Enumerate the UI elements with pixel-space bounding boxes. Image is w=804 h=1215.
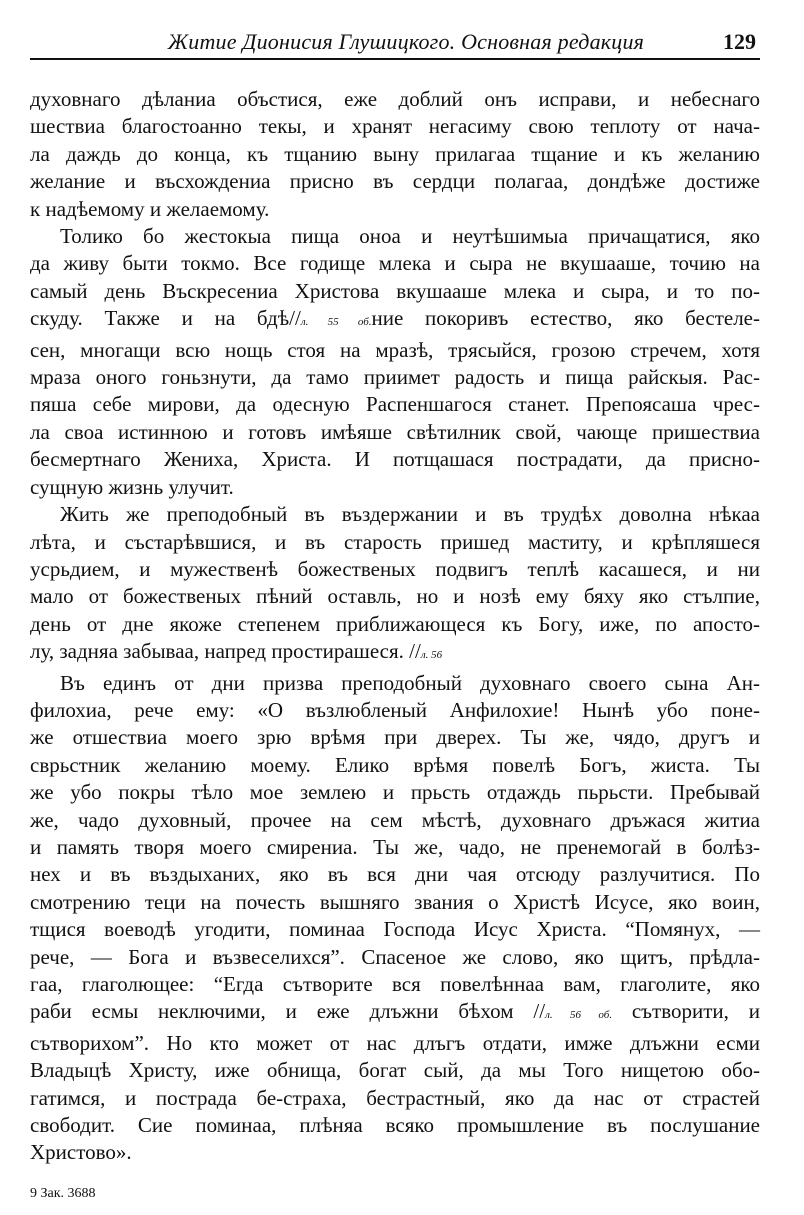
printer-signature: 9 Зак. 3688 <box>30 1186 96 1201</box>
text-line: раби есмы неключими, и еже длъжни бѣхом //л. 56 об. сътворити, и <box>30 999 760 1024</box>
paragraph <box>30 670 760 1167</box>
text-line: же отшествиа моего зрю врѣмя при дверех. Ты же, чядо, другъ и <box>30 725 760 750</box>
text-line: нех и въ въздыханих, яко въ вся дни чая отсюду разлучитися. По <box>30 862 760 887</box>
text-line: шествиа благостоанно текы, и хранят негасиму свою теплоту от нача- <box>30 114 760 139</box>
page-number: 129 <box>723 29 756 54</box>
text-line: скуду. Также и на бдѣ//л. 55 об.ние покоривъ естество, яко бестеле- <box>30 306 760 331</box>
text-line: духовнаго дѣланиа объстися, еже доблий онъ исправи, и небеснаго <box>30 87 760 111</box>
text-line: желание и въсхождениа присно въ сердци полагаа, дондѣже достиже <box>30 169 760 194</box>
text-line: ла даждь до конца, къ тщанию выну прилагаа тщание и къ желанию <box>30 141 760 166</box>
text-line: Въ единъ от дни призва преподобный духовнаго своего сына Ан- <box>60 670 760 695</box>
text-line: гатимся, и пострада бе-страха, бестрастный, яко да нас от страстей <box>30 1085 760 1110</box>
text-line: бесмертнаго Жениха, Христа. И потщашася пострадати, да присно- <box>30 447 760 472</box>
running-title: Житие Дионисия Глушицкого. Основная редакция <box>167 29 645 54</box>
main-text <box>30 86 760 1167</box>
paragraph <box>30 223 760 501</box>
text-line: мраза оного гоньзнути, да тамо приимет радость и пища райскыя. Рас- <box>30 365 760 390</box>
text-line: самый день Въскресениа Христова вкушааше млека и сыра, и то по- <box>30 278 760 303</box>
text-line: лу, задняа забываа, напред простирашеся. //л. 56 <box>30 639 443 664</box>
text-line: к надѣемому и желаемому. <box>30 196 270 221</box>
text-line: и память творя моего смирениа. Ты же, чадо, не пренемогай в болѣз- <box>30 834 760 859</box>
text-line: лѣта, и състарѣвшися, и въ старость пришед маститу, и крѣпляшеся <box>30 529 760 554</box>
paragraph <box>30 501 760 669</box>
text-line: сътворихом”. Но кто может от нас длъгъ отдати, имже длъжни есми <box>30 1030 760 1055</box>
text-line: мало от божественых пѣний оставль, но и нозѣ ему бяху яко стълпие, <box>30 584 760 609</box>
text-line: Жить же преподобный въ въздержании и въ трудѣх доволна нѣкаа <box>60 502 760 527</box>
text-line: сен, многащи всю нощь стоя на мразѣ, трясыйся, грозою стречем, хотя <box>30 337 760 362</box>
text-line: гаа, глаголющее: “Егда сътворите вся повелѣннаа вам, глаголите, яко <box>30 972 760 996</box>
folio-reference: л. 55 об. <box>300 316 372 329</box>
text-line: сущную жизнь улучит. <box>30 474 234 499</box>
text-line: пяша себе мирови, да одесную Распеншагося станет. Препоясаша чрес- <box>30 392 760 417</box>
text-line: рече, — Бога и възвеселихся”. Спасеное же слово, яко щитъ, прѣдла- <box>30 944 760 969</box>
folio-reference: л. 56 об. <box>545 1009 612 1022</box>
text-line: филохиа, рече ему: «О възлюбленый Анфилохие! Нынѣ убо поне- <box>30 697 760 722</box>
running-header <box>30 28 760 60</box>
text-line: тщися воеводѣ угодити, поминаа Господа Исус Христа. “Помянух, — <box>30 917 760 942</box>
paragraph <box>30 86 760 223</box>
text-line: ла своа истинною и готовъ имѣяше свѣтилник свой, чающе пришествиа <box>30 419 760 444</box>
folio-reference: л. 56 <box>420 649 443 662</box>
text-line: Христово». <box>30 1140 132 1165</box>
text-line: Владыцѣ Христу, иже обнища, богат сый, да мы Того нищетою обо- <box>30 1058 760 1083</box>
text-line: же, чадо духовный, прочее на сем мѣстѣ, духовнаго дръжася житиа <box>30 807 760 832</box>
text-line: смотрению теци на почесть вышняго звания о Христѣ Исусе, яко воин, <box>30 889 760 914</box>
text-line: свободит. Сие поминаа, плѣняа всяко промышление въ послушание <box>30 1113 760 1138</box>
text-line: усрьдием, и мужественѣ божественых подвигъ теплѣ касашеся, и ни <box>30 556 760 581</box>
text-line: Толико бо жестокыа пища оноа и неутѣшимыа причащатися, яко <box>60 224 760 249</box>
text-line: да живу быти токмо. Все годище млека и сыра не вкушааше, точию на <box>30 251 760 276</box>
text-line: же убо покры тѣло мое землею и прьсть отдаждь пьрьсти. Пребывай <box>30 780 760 805</box>
text-line: день от дне якоже степенем приближающеся къ Богу, иже, по апосто- <box>30 611 760 636</box>
text-line: сврьстник желанию моему. Елико врѣмя повелѣ Богъ, жиста. Ты <box>30 752 760 777</box>
